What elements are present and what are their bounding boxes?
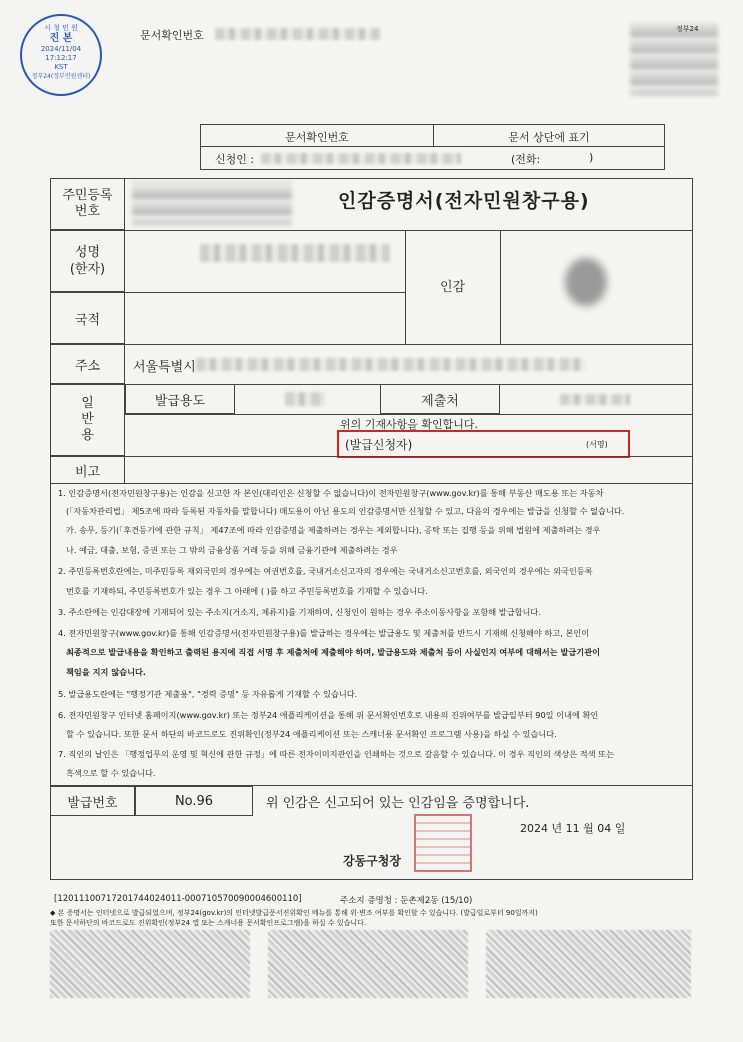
stamp-bottom: 정부24(정부민원센터) (31, 73, 91, 80)
form-title: 인감증명서(전자민원창구용) (338, 190, 590, 212)
header-col1: 문서확인번호 (285, 131, 349, 144)
submit-to-label: 제출처 (380, 384, 500, 414)
phone-close: ) (589, 151, 594, 164)
note-line: 7. 직인의 날인은 「행정업무의 운영 및 혁신에 관한 규정」에 따른 전자이미지관인을 인쇄하는 것으로 갈음할 수 있습니다. 이 경우 직인의 색상은 적색 또는 (58, 749, 614, 759)
security-pattern-1 (50, 930, 250, 998)
note-line: 1. 인감증명서(전자민원창구용)는 인감을 신고한 자 본인(대리인은 신청할 수 없습니다)이 전자민원창구(www.gov.kr)를 통해 부동산 매도용 또는 자동차 (58, 488, 604, 498)
address-label: 주소 (50, 344, 125, 384)
footer-line1: ◆ 본 증명서는 인터넷으로 발급되었으며, 정부24(gov.kr)의 인터넷발급문서진위확인 메뉴를 통해 위·변조 여부를 확인할 수 있습니다. (발급일로부터 90일까지) (50, 909, 538, 917)
header-box (200, 124, 665, 170)
note-line: 나. 예금, 대출, 보험, 증권 또는 그 밖의 금융상품 거래 등을 위해 금융기관에 제출하려는 경우 (66, 545, 398, 555)
note-line: 최종적으로 발급내용을 확인하고 출력된 용지에 직접 서명 후 제출처에 제출해야 하며, 발급용도와 제출처 등이 사실인지 여부에 대해서는 발급기관이 (66, 647, 601, 657)
name-redacted (200, 244, 390, 262)
note-line: (「자동차관리법」 제5조에 따라 등록된 자동차를 말합니다) 매도용이 아닌 용도의 인감증명서만 신청할 수 있고, 다음의 경우에는 발급을 신청할 수 없습니다. (66, 506, 625, 516)
stamp-line1: 시 청 민 원 (44, 24, 78, 32)
issue-date: 2024 년 11 월 04 일 (520, 822, 626, 835)
sign-label: (서명) (586, 440, 608, 449)
qr-code (630, 22, 718, 96)
note-line: 6. 전자민원창구 인터넷 홈페이지(www.gov.kr) 또는 정부24 애플리케이션을 통해 위 문서확인번호로 내용의 진위여부를 발급일부터 90일 이내에 확인 (58, 710, 599, 720)
confirm-text: 위의 기재사항을 확인합니다. (340, 418, 479, 431)
remarks-label: 비고 (50, 456, 125, 484)
stamp-date: 2024/11/04 (40, 45, 82, 53)
name-label: 성명 (한자) (50, 230, 125, 292)
phone-label: (전화: (511, 153, 541, 166)
stamp-line2: 진 본 (49, 33, 73, 44)
applicant-redacted (261, 153, 461, 164)
seal-label: 인감 (439, 280, 466, 295)
note-line: 가. 송무, 등기(「후견등기에 관한 규칙」 제47조에 따라 인감증명을 제출하려는 경우는 제외합니다), 공탁 또는 집행 등을 위해 법원에 제출하려는 경우 (66, 525, 601, 535)
note-line: 번호를 기재하되, 주민등록번호가 있는 경우 그 아래에 ( )를 하고 주민등록번호를 기재할 수 있습니다. (66, 586, 428, 596)
general-use-label: 일 반 용 (50, 384, 125, 456)
issuer: 강동구청장 (343, 854, 401, 868)
security-pattern-3 (486, 930, 691, 998)
doc-check-label: 문서확인번호 (140, 29, 204, 42)
seal-image-redacted (565, 258, 607, 306)
purpose-redacted (285, 392, 325, 406)
note-line: 할 수 있습니다. 또한 문서 하단의 바코드로도 진위확인(정부24 애플리케이션 또는 스캐너용 문서확인 프로그램 사용)을 하실 수 있습니다. (66, 729, 557, 739)
stamp-time: 17:12:17 (45, 54, 77, 62)
doc-check-number-redacted (215, 28, 380, 40)
address-value: 서울특별시 (133, 360, 196, 375)
address-cert: 주소지 증명청 : 둔촌제2동 (15/10) (340, 896, 473, 906)
issue-number-label: 발급번호 (50, 786, 135, 816)
note-line: 4. 전자민원창구(www.gov.kr)를 통해 인감증명서(전자민원창구용)를 발급하는 경우에는 발급용도 및 제출처를 반드시 기재해 신청해야 하고, 본인이 (58, 628, 590, 638)
purpose-label: 발급용도 (125, 384, 235, 414)
verification-stamp (20, 14, 102, 96)
note-line: 흑색으로 할 수 있습니다. (66, 768, 156, 778)
barcode-number: [12011100717201744024011-00071057009000460011​0] (54, 894, 302, 904)
note-line: 3. 주소란에는 인감대장에 기재되어 있는 주소지(거소지, 체류지)를 기재하며, 신청인이 원하는 경우 주소이동사항을 포함해 발급합니다. (58, 607, 541, 617)
stamp-kst: KST (54, 63, 68, 71)
note-line: 5. 발급용도란에는 "행정기관 제출용", "경력 증명" 등 자유롭게 기재할 수 있습니다. (58, 689, 358, 699)
resident-no-redacted (132, 182, 292, 226)
security-pattern-2 (268, 930, 468, 998)
submit-to-redacted (560, 394, 630, 405)
official-seal (414, 814, 472, 872)
applicant-label: 신청인 : (215, 153, 255, 166)
nationality-label: 국적 (50, 292, 125, 344)
resident-no-label: 주민등록 번호 (50, 178, 125, 230)
note-line: 2. 주민등록번호란에는, 미주민등록 재외국민의 경우에는 여권번호를, 국내거소신고자의 경우에는 국내거소신고번호를, 외국인의 경우에는 외국인등록 (58, 566, 593, 576)
note-line: 책임을 지지 않습니다. (66, 667, 146, 677)
issue-number: No.96 (135, 786, 253, 816)
applicant-label-box: (발급신청자) (345, 438, 413, 452)
issue-statement: 위 인감은 신고되어 있는 인감임을 증명합니다. (266, 796, 530, 811)
address-redacted (196, 358, 586, 371)
qr-caption: 정부24 (676, 25, 699, 33)
header-col2: 문서 상단에 표기 (508, 131, 590, 144)
footer-line2: 또한 문서하단의 바코드로도 진위확인(정부24 앱 또는 스캐너용 문서확인프로그램)을 하실 수 있습니다. (50, 919, 367, 927)
